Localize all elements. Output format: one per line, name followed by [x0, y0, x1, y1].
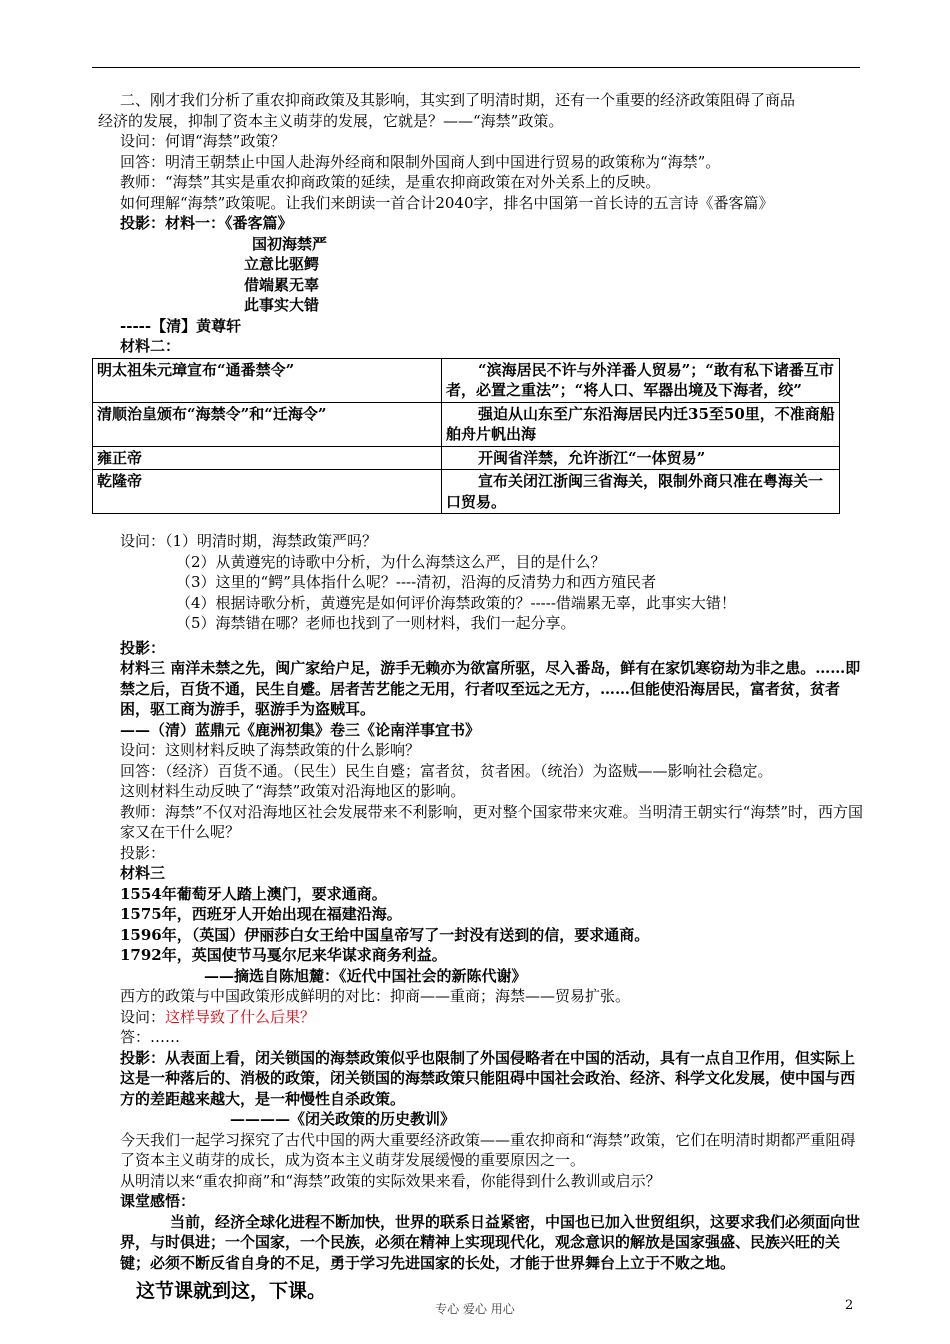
- table-cell-desc: 强迫从山东至广东沿海居民内迁35至50里，不准商船舶舟片帆出海: [442, 402, 840, 446]
- event-item: 1596年，（英国）伊丽莎白女王给中国皇帝写了一封没有送到的信，要求通商。: [120, 925, 650, 944]
- question-item: （2）从黄遵宪的诗歌中分析，为什么海禁这么严，目的是什么？: [176, 552, 606, 571]
- teacher-3: 教师：海禁”不仅对沿海地区社会发展带来不利影响，更对整个国家带来灾难。当明清王朝实行“海禁”时，西方国家又在干什么呢？: [120, 802, 864, 841]
- table-row: [93, 470, 840, 514]
- reflection-text: 当前，经济全球化进程不断加快，世界的联系日益紧密，中国也已加入世贸组织，这要求我们必须面向世界，与时俱进；一个国家，一个民族，必须在精神上实现现代化，观念意识的解放是国家强盛、民族兴旺的关键；必须不断反省自身的不足，勇于学习先进国家的长处，才能于世界舞台上立于不败之地。: [120, 1212, 861, 1272]
- poem-line: 立意比驱鳄: [244, 255, 320, 273]
- question-4: 设问：这样导致了什么后果？: [120, 1007, 316, 1026]
- page-number: 2: [845, 1298, 854, 1313]
- poem-intro: 如何理解“海禁”政策呢。让我们来朗读一首合计2040字，排名中国第一首长诗的五言诗《番客篇》: [120, 193, 774, 212]
- table-cell-ruler: 清顺治皇颁布“海禁令”和“迁海令”: [93, 402, 442, 446]
- poem-line: 借端累无辜: [244, 275, 320, 294]
- question-item: （4）根据诗歌分析，黄遵宪是如何评价海禁政策的？-----借端累无辜，此事实大错！: [176, 593, 736, 612]
- teacher-1: 教师：“海禁”其实是重农抑商政策的延续，是重农抑商政策在对外关系上的反映。: [120, 173, 661, 191]
- table-cell-desc: 开闽省洋禁，允许浙江“一体贸易”: [442, 446, 840, 470]
- material-3-text: 材料三 南洋未禁之先，闽广家给户足，游手无赖亦为欲富所驱，尽入番岛，鲜有在家饥寒窃劫为非之患。……即禁之后，百货不通，民生自蹙。居者苦艺能之无用，行者叹至远之无方，……但能使沿海居民，富者贫，贫者困，驱工商为游手，驱游手为盗贼耳。: [120, 659, 861, 718]
- table-row: [93, 402, 840, 446]
- conclusion-2: 从明清以来“重农抑商”和“海禁”政策的实际效果来看，你能得到什么教训或启示？: [120, 1171, 661, 1190]
- closing-line: 这节课就到这，下课。: [136, 1280, 327, 1302]
- question-1: 设问：何谓“海禁”政策？: [120, 132, 286, 150]
- haijin-table: [92, 358, 840, 515]
- question-item: （5）海禁错在哪？老师也找到了一则材料，我们一起分享。: [176, 614, 576, 632]
- question-3: 设问：这则材料反映了海禁政策的什么影响？: [120, 741, 421, 759]
- question-item: （3）这里的“鳄”具体指什么呢？----清初，沿海的反清势力和西方殖民者: [176, 573, 657, 591]
- projection-label: 投影：: [120, 843, 166, 862]
- conclusion-1: 今天我们一起学习探究了古代中国的两大重要经济政策——重农抑商和“海禁”政策，它们在明清时期都严重阻碍了资本主义萌芽的成长，成为资本主义萌芽发展缓慢的重要原因之一。: [120, 1130, 856, 1169]
- table-row: [93, 446, 840, 470]
- material-2-title: 材料二：: [120, 337, 181, 355]
- table-cell-desc: 宣布关闭江浙闽三省海关，限制外商只准在粤海关一口贸易。: [442, 470, 840, 514]
- para-intro-a: 二、刚才我们分析了重农抑商政策及其影响，其实到了明清时期，还有一个重要的经济政策阻碍了商品: [120, 91, 796, 109]
- material-3-source: ——（清）蓝鼎元《鹿洲初集》卷三《论南洋事宜书》: [120, 720, 481, 739]
- projection-2-source: ————《闭关政策的历史教训》: [230, 1110, 456, 1128]
- comment-3: 这则材料生动反映了“海禁”政策对沿海地区的影响。: [120, 782, 466, 800]
- reflection-title: 课堂感悟：: [120, 1192, 196, 1210]
- projection-label: 投影：: [120, 638, 166, 657]
- answer-3: 回答：（经济）百货不通。（民生）民生自蹙；富者贫，贫者困。（统治）为盗贼——影响社会稳定。: [120, 761, 773, 780]
- answer-1: 回答：明清王朝禁止中国人赴海外经商和限制外国商人到中国进行贸易的政策称为“海禁”。: [120, 152, 721, 171]
- table-cell-ruler: 雍正帝: [93, 446, 442, 470]
- comparison: 西方的政策与中国政策形成鲜明的对比：抑商——重商；海禁——贸易扩张。: [120, 987, 631, 1005]
- projection-1: 投影：材料一：《番客篇》: [120, 214, 293, 232]
- table-cell-desc: “滨海居民不许与外洋番人贸易”；“敢有私下诸番互市者，必置之重法”；“将人口、军器出境及下海者，绞”: [442, 358, 840, 402]
- table-cell-ruler: 明太祖朱元璋宣布“通番禁令”: [93, 358, 442, 402]
- document-body: [97, 90, 865, 1324]
- table-cell-ruler: 乾隆帝: [93, 470, 442, 514]
- poem-source: -----【清】黄尊轩: [120, 316, 242, 335]
- header-rule: [92, 67, 860, 68]
- material-4-source: ——摘选自陈旭麓：《近代中国社会的新陈代谢》: [204, 966, 527, 985]
- event-item: 1575年，西班牙人开始出现在福建沿海。: [120, 905, 402, 923]
- event-item: 1554年葡萄牙人踏上澳门，要求通商。: [120, 884, 387, 903]
- material-4-title: 材料三: [120, 864, 166, 882]
- table-row: [93, 358, 840, 402]
- para-intro-b: 经济的发展，抑制了资本主义萌芽的发展，它就是？——“海禁”政策。: [98, 111, 564, 130]
- poem-line: 此事实大错: [244, 296, 320, 314]
- event-item: 1792年，英国使节马戛尔尼来华谋求商务利益。: [120, 946, 447, 964]
- poem-line: 国初海禁严: [252, 234, 328, 253]
- projection-2: 投影：从表面上看，闭关锁国的海禁政策似乎也限制了外国侵略者在中国的活动，具有一点自卫作用，但实际上这是一种落后的、消极的政策，闭关锁国的海禁政策只能阻碍中国社会政治、经济、科学文化发展，使中国与西方的差距越来越大，是一种慢性自杀政策。: [120, 1048, 856, 1108]
- page-footer: 专心 爱心 用心: [435, 1302, 515, 1316]
- question-list-intro: 设问：（1）明清时期，海禁政策严吗？: [120, 532, 378, 550]
- answer-4: 答：……: [120, 1028, 181, 1046]
